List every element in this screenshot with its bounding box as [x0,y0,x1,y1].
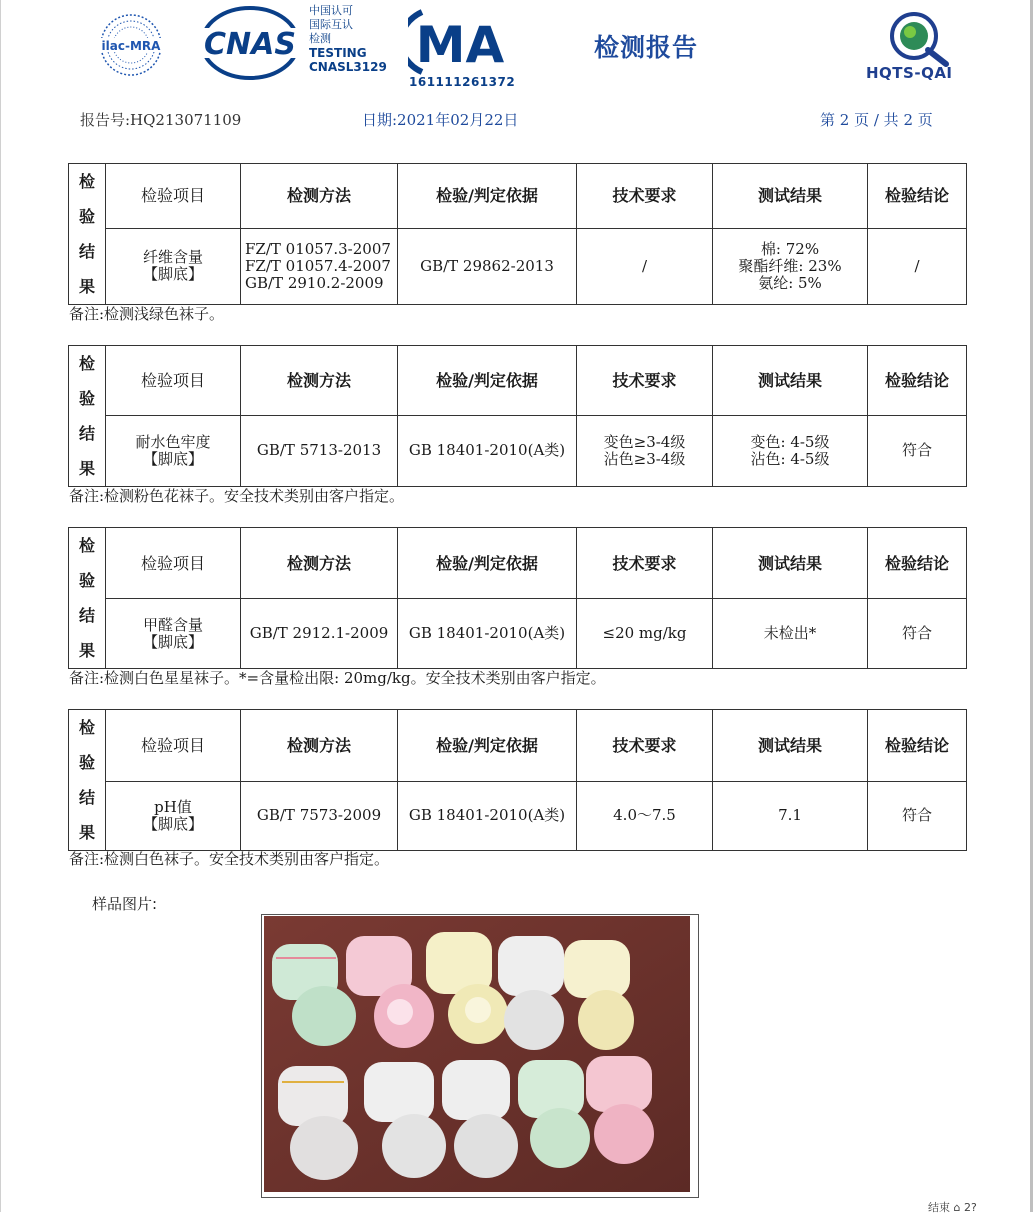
report-title: 检测报告 [594,33,699,62]
header-basis: 检验/判定依据 [398,346,577,416]
hqts-label: HQTS-QAI [866,64,953,82]
note-1: 备注:检测浅绿色袜子。 [69,305,225,323]
result-label: 检 验 结 果 [69,528,106,669]
cnas-en-line1: TESTING [309,46,367,60]
note-3: 备注:检测白色星星袜子。*=含量检出限: 20mg/kg。安全技术类别由客户指定。 [69,669,606,687]
cell-conclusion: 符合 [868,415,967,486]
note-2: 备注:检测粉色花袜子。安全技术类别由客户指定。 [69,487,405,505]
sample-image-title: 样品图片: [92,895,158,913]
header-item: 检验项目 [106,164,241,229]
page-border-right [1030,0,1033,1212]
cell-item: pH值 【脚底】 [106,781,241,850]
cell-result: 变色: 4-5级 沾色: 4-5级 [713,415,868,486]
cell-conclusion: 符合 [868,781,967,850]
cnas-cn-line3: 检测 [309,32,331,45]
cell-result: 7.1 [713,781,868,850]
footer-marks: 结束 ⌂ 2? [928,1201,977,1214]
cell-item: 甲醛含量 【脚底】 [106,599,241,669]
header-method: 检测方法 [241,164,398,229]
ma-label: MA [415,16,505,74]
cell-basis: GB 18401-2010(A类) [398,781,577,850]
cell-conclusion: 符合 [868,599,967,669]
cell-requirement: 4.0～7.5 [577,781,713,850]
header-method: 检测方法 [241,346,398,416]
header-method: 检测方法 [241,528,398,599]
report-number: 报告号:HQ213071109 [80,111,242,129]
header-requirement: 技术要求 [577,528,713,599]
header-requirement: 技术要求 [577,346,713,416]
header-result: 测试结果 [713,164,868,229]
page-indicator: 第 2 页 / 共 2 页 [820,111,933,129]
cnas-cn-line2: 国际互认 [309,18,353,31]
cell-requirement: ≤20 mg/kg [577,599,713,669]
header-item: 检验项目 [106,710,241,782]
result-table-water-fastness [68,345,967,487]
sock-white-top [498,936,564,1050]
cell-conclusion: / [868,228,967,304]
header-method: 检测方法 [241,710,398,782]
cell-result: 未检出* [713,599,868,669]
cell-method: GB/T 7573-2009 [241,781,398,850]
header-item: 检验项目 [106,346,241,416]
cell-item: 纤维含量 【脚底】 [106,228,241,304]
result-label: 检 验 结 果 [69,346,106,487]
cnas-en-line2: CNASL3129 [309,60,387,74]
cell-method: FZ/T 01057.3-2007 FZ/T 01057.4-2007 GB/T 2910.2-2009 [241,228,398,304]
header-result: 测试结果 [713,528,868,599]
sample-photo [264,916,690,1192]
cell-basis: GB 18401-2010(A类) [398,599,577,669]
header-basis: 检验/判定依据 [398,710,577,782]
ma-number: 161111261372 [409,75,516,89]
header-requirement: 技术要求 [577,164,713,229]
cell-requirement: / [577,228,713,304]
cell-result: 棉: 72% 聚酯纤维: 23% 氨纶: 5% [713,228,868,304]
header-result: 测试结果 [713,710,868,782]
header-conclusion: 检验结论 [868,346,967,416]
cell-basis: GB 18401-2010(A类) [398,415,577,486]
header-basis: 检验/判定依据 [398,528,577,599]
header-item: 检验项目 [106,528,241,599]
header-basis: 检验/判定依据 [398,164,577,229]
header-conclusion: 检验结论 [868,710,967,782]
cell-item: 耐水色牢度 【脚底】 [106,415,241,486]
cnas-logo [198,4,308,82]
result-table-ph [68,709,967,851]
page-border-left [0,0,1,1212]
note-4: 备注:检测白色袜子。安全技术类别由客户指定。 [69,850,390,868]
cell-method: GB/T 2912.1-2009 [241,599,398,669]
cnas-accreditation-text [309,4,387,74]
header-conclusion: 检验结论 [868,528,967,599]
cell-basis: GB/T 29862-2013 [398,228,577,304]
header-requirement: 技术要求 [577,710,713,782]
ilac-mra-logo [100,4,162,86]
result-table-fiber [68,163,967,305]
report-date: 日期:2021年02月22日 [362,111,519,129]
result-label: 检 验 结 果 [69,710,106,851]
cnas-label: CNAS [204,27,296,62]
header-conclusion: 检验结论 [868,164,967,229]
cell-method: GB/T 5713-2013 [241,415,398,486]
cell-requirement: 变色≥3-4级 沾色≥3-4级 [577,415,713,486]
cnas-cn-line1: 中国认可 [309,4,353,17]
result-table-formaldehyde [68,527,967,669]
result-label: 检 验 结 果 [69,164,106,305]
header-result: 测试结果 [713,346,868,416]
ilac-label: ilac-MRA [101,39,161,53]
